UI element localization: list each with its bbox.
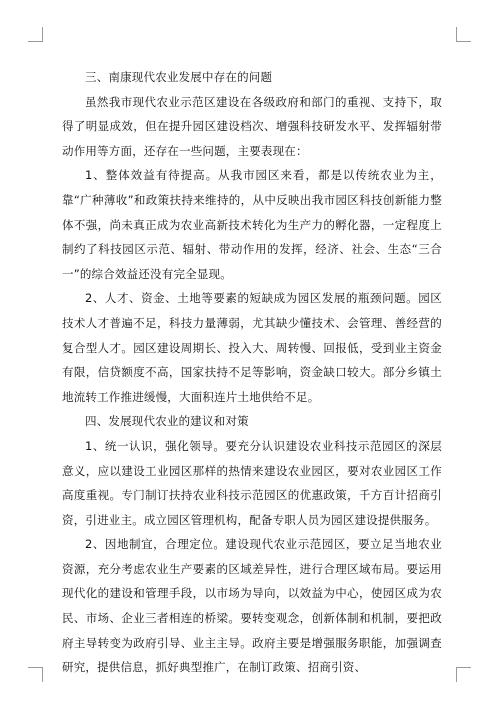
section-3-heading: 三、南康现代农业发展中存在的问题 <box>85 70 273 84</box>
section-3-point-2-paragraph: 2、人才、资金、土地等要素的短缺成为园区发展的瓶颈问题。园区技术人才普遍不足，科技力量薄弱，尤其缺少懂技术、会管理、善经营的复合型人才。园区建设周期长、投入大、周转慢、回报低，受到业主资金有限，信贷额度不高，国家扶持不足等影响，资金缺口较大。部分乡镇土地流转工作推进缓慢，大面积连片土地供给不足。 <box>62 291 442 404</box>
crop-mark-bottom-left <box>28 667 43 682</box>
crop-mark-top-left <box>28 27 43 42</box>
section-3-point-1-paragraph: 1、整体效益有待提高。从我市园区来看，都是以传统农业为主，靠“广种薄收”和政策扶持来维持的，从中反映出我市园区科技创新能力整体不强，尚未真正成为农业高新技术转化为生产力的孵化器，一定程度上制约了科技园区示范、辐射、带动作用的发挥，经济、社会、生态“三合一”的综合效益还没有完全显现。 <box>62 168 442 281</box>
crop-mark-bottom-right <box>456 667 471 682</box>
section-4-point-1-paragraph: 1、统一认识，强化领导。要充分认识建设农业科技示范园区的深层意义，应以建设工业园区那样的热情来建设农业园区，要对农业园区工作高度重视。专门制订扶持农业科技示范园区的优惠政策，千方百计招商引资，引进业主。成立园区管理机构，配备专职人员为园区建设提供服务。 <box>62 438 442 527</box>
section-4-heading: 四、发展现代农业的建议和对策 <box>85 414 249 429</box>
crop-mark-top-right <box>456 27 471 42</box>
section-4-point-2-paragraph: 2、因地制宜，合理定位。建设现代农业示范园区，要立足当地农业资源，充分考虑农业生产要素的区域差异性，进行合理区域布局。要运用现代化的建设和管理手段，以市场为导向，以效益为中心，使园区成为农民、市场、企业三者相连的桥梁。要转变观念，创新体制和机制，要把政府主导转变为政府引导、业主主导。政府主要是增强服务职能，加强调查研究，提供信息，抓好典型推广，在制订政策、招商引资、 <box>62 537 442 675</box>
section-3-intro-paragraph: 虽然我市现代农业示范区建设在各级政府和部门的重视、支持下，取得了明显成效，但在提升园区建设档次、增强科技研发水平、发挥辐射带动作用等方面，还存在一些问题，主要表现在： <box>62 94 442 158</box>
document-body <box>62 65 442 680</box>
